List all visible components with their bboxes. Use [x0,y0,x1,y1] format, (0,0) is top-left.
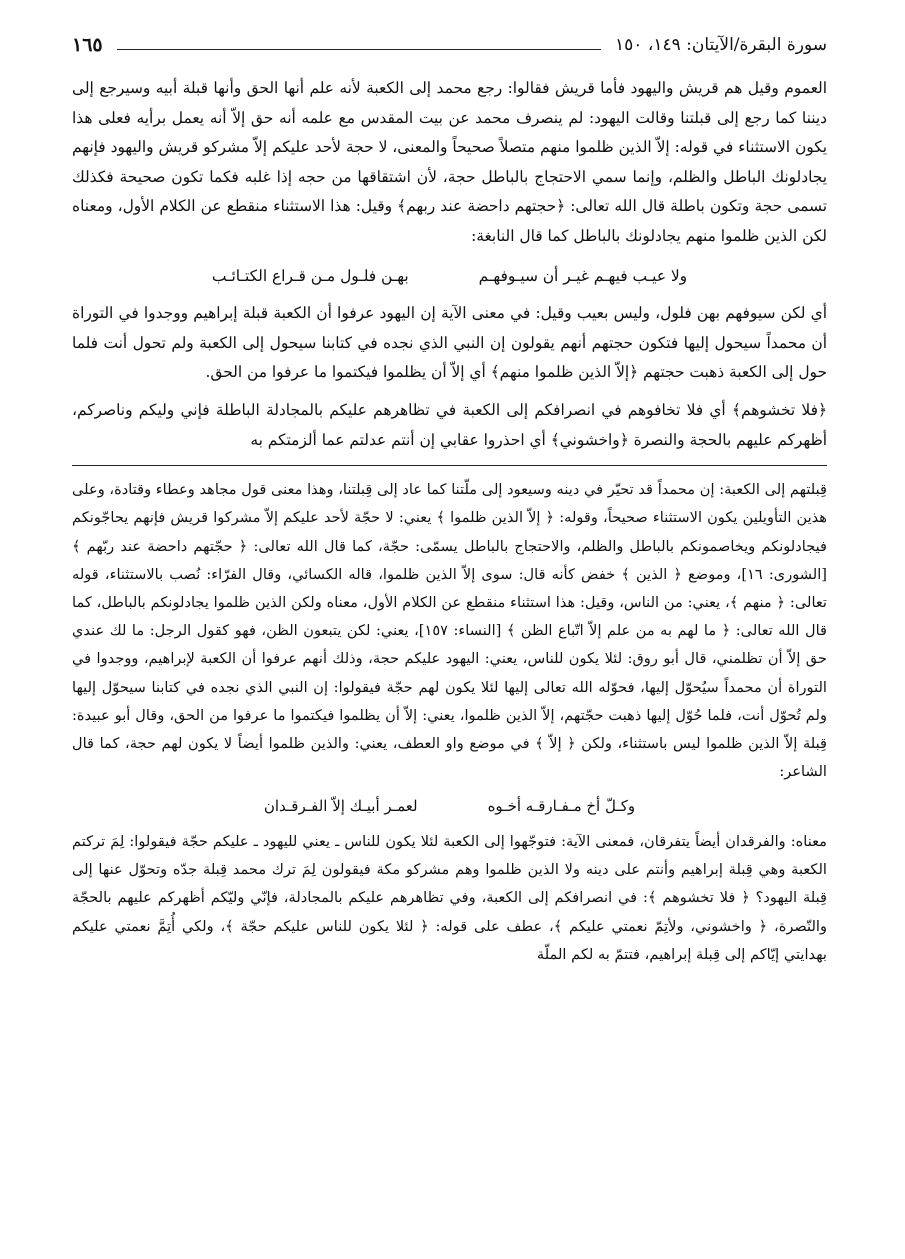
verse-second-hemistich: بهـن فلـول مـن قـراع الكتـائـب [211,266,409,285]
running-title: سورة البقرة/الآيتان: ١٤٩، ١٥٠ [615,35,827,55]
main-paragraph-2: أي لكن سيوفهم بهن فلول، وليس بعيب وقيل: في معنى الآية إن اليهود عرفوا أن الكعبة قبلة إبراهيم ووجدوا في التوراة أن محمداً سيحول إليها فتكون حجتهم أنهم يقولون إن النبي الذي نجده في كتابنا سيحول إلى الكعبة ولم تحول أنت فلما حول إلى الكعبة ذهبت حجتهم ﴿إلاّ الذين ظلموا منهم﴾ أي إلاّ أن يظلموا فيكتموا ما عرفوا من الحق. [72,304,827,382]
verse-first-hemistich: ولا عيـب فيهـم غيـر أن سيـوفهـم [478,266,688,285]
footnotes [72,476,827,969]
footnote-paragraph-1: قِبلتهم إلى الكعبة: إن محمداً قد تحيّر في دينه وسيعود إلى ملّتنا كما عاد إلى قِبلتنا، وهذا معنى قول مجاهد وعطاء وقتادة، وعلى هذين التأويلين يكون الاستثناء صحيحاً، وقوله: ﴿ إلاّ الذين ظلموا ﴾ يعني: لا حجّة لأحد عليكم إلاّ مشركوا قريش فإنهم يحاجّونكم فيجادلونكم ويخاصمونكم بالباطل والظلم، والاحتجاج بالباطل يسمّى: حجّة، كما قال الله تعالى: ﴿ حجّتهم داحضة عند ربّهم ﴾ [الشورى: ١٦]، وموضع ﴿ الذين ﴾ خفض كأنه قال: سوى إلاّ الذين ظلموا، قاله الكسائي، وقال الفرّاء: نُصب بالاستثناء، قوله تعالى: ﴿ منهم ﴾، يعني: من الناس، وقيل: هذا استثناء منقطع عن الكلام الأول، معناه ولكن الذين ظلموا يجادلونكم بالباطل، كما قال الله تعالى: ﴿ ما لهم به من علم إلاّ اتّباع الظن ﴾ [النساء: ١٥٧]، يعني: لكن يتبعون الظن، فهو كقول الرجل: ما لك عندي حق إلاّ أن تظلمني، قال أبو روق: لئلا يكون للناس، يعني: اليهود عليكم حجة، وذلك أنهم عرفوا أن الكعبة لإبراهيم، ووجدوا في التوراة أن محمداً سيُحوّل إليها، فحوّله الله تعالى إليها لئلا يكون لهم حجّة فيقولوا: إن النبي الذي نجده في كتابنا سيحوّل إليها ولم تُحوّل أنت، فلما حُوّل إليها ذهبت حجّتهم، إلاّ الذين ظلموا، يعني: إلاّ أن يظلموا فيكتموا ما عرفوا من الحق، وقال أبو عبيدة: قِبلة إلاّ الذين ظلموا ليس باستثناء، ولكن ﴿ إلاّ ﴾ في موضع واو العطف، يعني: والذين ظلموا أيضاً لا يكون لهم حجة، كما قال الشاعر: [72,481,828,781]
footnote-verse-first-hemistich: وكـلّ أخ مـفـارقـه أخـوه [487,797,636,816]
footnote-paragraph-2: معناه: والفرقدان أيضاً يتفرقان، فمعنى الآية: فتوجّهوا إلى الكعبة لئلا يكون للناس ـ يعني لليهود ـ عليكم حجّة فيقولوا: لِمَ تركتم الكعبة وهي قِبلة إبراهيم وأنتم على دينه ولا الذين ظلموا وهم مشركو مكة فيقولون لِمَ ترك محمد قِبلة جدّه وتحوّل عنها إلى قِبلة اليهود؟ ﴿ فلا تخشوهم ﴾: في انصرافكم إلى الكعبة، وفي تظاهرهم عليكم بالمجادلة، فإنّي وليّكم أظهركم عليهم بالحجّة والنّصرة، ﴿ واخشوني، ولأتِمّ نعمتي عليكم ﴾، عطف على قوله: ﴿ لئلا يكون للناس عليكم حجّة ﴾، ولكي أُتِمَّ نعمتي عليكم بهدايتي إيّاكم إلى قِبلة إبراهيم، فتتمّ به لكم الملّة [72,832,827,963]
footnote-verse-second-hemistich: لعمـر أبيـك إلاّ الفـرقـدان [263,797,418,816]
header-rule [117,49,601,50]
page-header [72,28,827,62]
footnote-poem-verse [72,792,827,822]
footnote-separator [72,465,827,466]
main-paragraph-3: ﴿فلا تخشوهم﴾ أي فلا تخافوهم في انصرافكم إلى الكعبة في تظاهرهم عليكم بالمجادلة الباطلة فإني وليكم وناصركم، أظهركم عليهم بالحجة والنصرة ﴿واخشوني﴾ أي احذروا عقابي إن أنتم عدلتم عما ألزمتكم به [72,400,827,449]
main-text [72,74,827,455]
main-paragraph-1: العموم وقيل هم قريش واليهود فأما قريش فقالوا: رجع محمد إلى الكعبة لأنه علم أنها الحق وأنها قبلة أبيه وسيرجع إلى ديننا كما رجع إلى قبلتنا وقالت اليهود: لم ينصرف محمد عن بيت المقدس مع علمه أنه حق إلاّ أنه يعمل برأيه فعلى هذا يكون الاستثناء في قوله: إلاّ الذين ظلموا منهم متصلاً صحيحاً والمعنى، لا حجة لأحد عليكم إلاّ مشركو قريش واليهود فإنهم يجادلونك الباطل والظلم، وإنما سمي الاحتجاج بالباطل حجة، لأن اشتقاقها من حجه إذا غلبه فكما تكون صحيحة فكذلك تسمى حجة وتكون باطلة قال الله تعالى: ﴿حجتهم داحضة عند ربهم﴾ وقيل: هذا الاستثناء منقطع عن الكلام الأول، ومعناه لكن الذين ظلموا منهم يجادلونك بالباطل كما قال النابغة: [72,79,827,245]
page-number: ١٦٥ [72,34,103,56]
main-poem-verse [72,262,827,292]
